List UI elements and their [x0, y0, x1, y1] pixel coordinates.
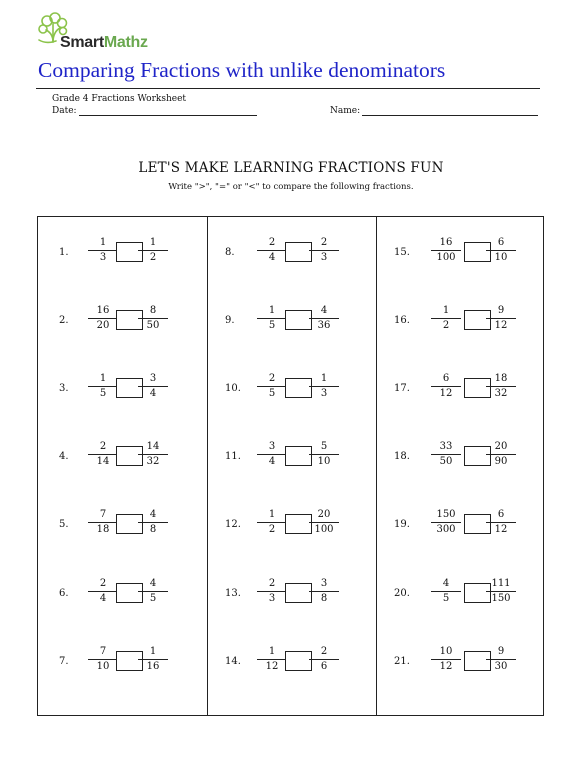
problem-column-3 [376, 217, 545, 715]
denominator: 90 [494, 456, 508, 467]
numerator: 4 [442, 578, 450, 589]
problem-number: 7. [59, 656, 69, 667]
name-line[interactable] [362, 106, 538, 116]
numerator: 1 [268, 305, 276, 316]
fraction-bar [138, 318, 168, 319]
fraction-right [486, 509, 516, 536]
worksheet-instruction: Write ">", "=" or "<" to compare the following fractions. [168, 182, 414, 192]
denominator: 12 [494, 524, 508, 535]
answer-box[interactable] [285, 651, 312, 671]
problem-number: 1. [59, 247, 69, 258]
fraction-bar [486, 522, 516, 523]
numerator: 6 [497, 237, 505, 248]
fraction-left [431, 237, 461, 264]
fraction-right [138, 578, 168, 605]
numerator: 1 [320, 373, 328, 384]
denominator: 18 [96, 524, 110, 535]
fraction-right [309, 441, 339, 468]
fraction-bar [88, 318, 118, 319]
fraction-bar [138, 250, 168, 251]
denominator: 5 [442, 593, 450, 604]
denominator: 100 [314, 524, 334, 535]
fraction-bar [257, 522, 287, 523]
denominator: 4 [268, 456, 276, 467]
numerator: 2 [268, 578, 276, 589]
fraction-left [257, 305, 287, 332]
problem-item [376, 642, 545, 682]
fraction-right [309, 646, 339, 673]
fraction-bar [486, 659, 516, 660]
numerator: 6 [442, 373, 450, 384]
problem-item [207, 505, 376, 545]
denominator: 3 [320, 388, 328, 399]
problem-number: 6. [59, 588, 69, 599]
problem-item [376, 233, 545, 273]
fraction-left [257, 373, 287, 400]
fraction-bar [431, 386, 461, 387]
problem-item [38, 437, 207, 477]
worksheet-label: Grade 4 Fractions Worksheet [52, 94, 187, 104]
fraction-bar [88, 659, 118, 660]
problem-item [376, 369, 545, 409]
title-divider [36, 88, 540, 89]
numerator: 6 [497, 509, 505, 520]
numerator: 2 [320, 646, 328, 657]
numerator: 1 [268, 646, 276, 657]
fraction-left [88, 646, 118, 673]
fraction-left [257, 578, 287, 605]
page-title: Comparing Fractions with unlike denominators [38, 58, 446, 82]
fraction-left [431, 509, 461, 536]
numerator: 9 [497, 646, 505, 657]
fraction-bar [88, 386, 118, 387]
fraction-bar [309, 659, 339, 660]
numerator: 111 [491, 578, 511, 589]
worksheet-heading: LET'S MAKE LEARNING FRACTIONS FUN [138, 160, 444, 176]
denominator: 2 [268, 524, 276, 535]
problem-item [38, 574, 207, 614]
problem-item [207, 233, 376, 273]
denominator: 150 [491, 593, 511, 604]
problem-item [376, 505, 545, 545]
denominator: 10 [96, 661, 110, 672]
denominator: 32 [146, 456, 160, 467]
problem-item [38, 369, 207, 409]
numerator: 33 [439, 441, 453, 452]
numerator: 1 [442, 305, 450, 316]
fraction-bar [431, 522, 461, 523]
problem-number: 20. [394, 588, 410, 599]
fraction-left [431, 646, 461, 673]
numerator: 4 [149, 509, 157, 520]
problem-number: 10. [225, 383, 241, 394]
numerator: 9 [497, 305, 505, 316]
numerator: 2 [99, 441, 107, 452]
numerator: 16 [439, 237, 453, 248]
brand-second: Mathz [103, 34, 148, 51]
denominator: 10 [317, 456, 331, 467]
fraction-bar [486, 454, 516, 455]
problem-item [207, 369, 376, 409]
fraction-right [138, 646, 168, 673]
fraction-left [257, 441, 287, 468]
fraction-right [309, 373, 339, 400]
fraction-right [486, 373, 516, 400]
problem-item [376, 301, 545, 341]
fraction-bar [309, 318, 339, 319]
numerator: 1 [149, 646, 157, 657]
denominator: 6 [320, 661, 328, 672]
fraction-right [486, 441, 516, 468]
fraction-bar [88, 522, 118, 523]
fraction-bar [431, 250, 461, 251]
fraction-left [88, 509, 118, 536]
problem-number: 8. [225, 247, 235, 258]
numerator: 5 [320, 441, 328, 452]
numerator: 1 [149, 237, 157, 248]
denominator: 36 [317, 320, 331, 331]
fraction-bar [88, 454, 118, 455]
problems-panel [37, 216, 544, 716]
fraction-left [88, 578, 118, 605]
problem-number: 2. [59, 315, 69, 326]
fraction-bar [138, 659, 168, 660]
fraction-bar [486, 318, 516, 319]
numerator: 1 [99, 237, 107, 248]
fraction-left [88, 237, 118, 264]
denominator: 12 [439, 388, 453, 399]
fraction-bar [138, 454, 168, 455]
numerator: 1 [268, 509, 276, 520]
problem-number: 18. [394, 451, 410, 462]
numerator: 20 [317, 509, 331, 520]
denominator: 3 [320, 252, 328, 263]
denominator: 5 [268, 388, 276, 399]
fraction-bar [486, 250, 516, 251]
fraction-right [486, 646, 516, 673]
date-field[interactable] [52, 106, 257, 116]
numerator: 16 [96, 305, 110, 316]
denominator: 8 [320, 593, 328, 604]
problem-number: 9. [225, 315, 235, 326]
numerator: 3 [149, 373, 157, 384]
problem-number: 11. [225, 451, 241, 462]
denominator: 2 [442, 320, 450, 331]
numerator: 150 [436, 509, 456, 520]
numerator: 4 [320, 305, 328, 316]
fraction-right [486, 305, 516, 332]
fraction-right [486, 237, 516, 264]
fraction-bar [486, 386, 516, 387]
problem-column-1 [38, 217, 207, 715]
fraction-left [431, 305, 461, 332]
problem-item [38, 233, 207, 273]
numerator: 20 [494, 441, 508, 452]
problem-number: 15. [394, 247, 410, 258]
numerator: 2 [99, 578, 107, 589]
denominator: 5 [149, 593, 157, 604]
answer-box[interactable] [285, 583, 312, 603]
fraction-right [138, 441, 168, 468]
problem-item [38, 301, 207, 341]
numerator: 18 [494, 373, 508, 384]
denominator: 32 [494, 388, 508, 399]
numerator: 10 [439, 646, 453, 657]
fraction-bar [486, 591, 516, 592]
fraction-bar [257, 386, 287, 387]
name-label: Name: [330, 106, 361, 116]
denominator: 8 [149, 524, 157, 535]
fraction-left [257, 646, 287, 673]
fraction-left [88, 441, 118, 468]
denominator: 12 [265, 661, 279, 672]
problem-item [38, 642, 207, 682]
fraction-bar [309, 522, 339, 523]
fraction-left [88, 305, 118, 332]
brand-first: Smart [60, 34, 104, 51]
denominator: 12 [494, 320, 508, 331]
fraction-right [138, 237, 168, 264]
answer-box[interactable] [285, 446, 312, 466]
numerator: 3 [320, 578, 328, 589]
fraction-left [431, 373, 461, 400]
answer-box[interactable] [285, 378, 312, 398]
problem-item [207, 301, 376, 341]
problem-number: 5. [59, 519, 69, 530]
denominator: 50 [146, 320, 160, 331]
denominator: 2 [149, 252, 157, 263]
numerator: 1 [99, 373, 107, 384]
fraction-bar [138, 591, 168, 592]
numerator: 2 [320, 237, 328, 248]
denominator: 3 [99, 252, 107, 263]
numerator: 14 [146, 441, 160, 452]
problem-number: 3. [59, 383, 69, 394]
fraction-right [138, 305, 168, 332]
fraction-bar [309, 591, 339, 592]
problem-number: 14. [225, 656, 241, 667]
denominator: 4 [268, 252, 276, 263]
numerator: 7 [99, 646, 107, 657]
fraction-bar [88, 591, 118, 592]
fraction-right [309, 305, 339, 332]
denominator: 4 [149, 388, 157, 399]
denominator: 100 [436, 252, 456, 263]
denominator: 10 [494, 252, 508, 263]
problem-item [376, 437, 545, 477]
fraction-right [309, 237, 339, 264]
numerator: 2 [268, 373, 276, 384]
problem-item [207, 574, 376, 614]
problem-column-2 [207, 217, 376, 715]
problem-number: 4. [59, 451, 69, 462]
fraction-bar [88, 250, 118, 251]
fraction-bar [257, 318, 287, 319]
fraction-bar [257, 250, 287, 251]
brand-wordmark [60, 34, 148, 52]
fraction-bar [257, 659, 287, 660]
denominator: 12 [439, 661, 453, 672]
numerator: 8 [149, 305, 157, 316]
numerator: 2 [268, 237, 276, 248]
denominator: 16 [146, 661, 160, 672]
fraction-right [309, 578, 339, 605]
name-field[interactable] [330, 106, 538, 116]
problem-item [376, 574, 545, 614]
fraction-left [257, 509, 287, 536]
fraction-bar [257, 454, 287, 455]
fraction-left [431, 578, 461, 605]
fraction-bar [431, 659, 461, 660]
numerator: 4 [149, 578, 157, 589]
date-line[interactable] [79, 106, 257, 116]
denominator: 300 [436, 524, 456, 535]
fraction-left [88, 373, 118, 400]
problem-item [207, 437, 376, 477]
answer-box[interactable] [285, 242, 312, 262]
denominator: 5 [268, 320, 276, 331]
answer-box[interactable] [285, 310, 312, 330]
fraction-left [431, 441, 461, 468]
fraction-bar [309, 454, 339, 455]
fraction-bar [257, 591, 287, 592]
fraction-bar [138, 522, 168, 523]
problem-number: 17. [394, 383, 410, 394]
problem-number: 19. [394, 519, 410, 530]
fraction-right [138, 509, 168, 536]
problem-item [38, 505, 207, 545]
problem-number: 12. [225, 519, 241, 530]
denominator: 4 [99, 593, 107, 604]
fraction-right [309, 509, 339, 536]
numerator: 7 [99, 509, 107, 520]
fraction-bar [309, 386, 339, 387]
denominator: 20 [96, 320, 110, 331]
smartmathz-logo [36, 10, 176, 54]
denominator: 50 [439, 456, 453, 467]
numerator: 3 [268, 441, 276, 452]
fraction-left [257, 237, 287, 264]
fraction-right [486, 578, 516, 605]
fraction-bar [138, 386, 168, 387]
problem-number: 16. [394, 315, 410, 326]
fraction-bar [431, 591, 461, 592]
denominator: 5 [99, 388, 107, 399]
answer-box[interactable] [285, 514, 312, 534]
fraction-bar [431, 318, 461, 319]
fraction-bar [431, 454, 461, 455]
denominator: 3 [268, 593, 276, 604]
problem-number: 13. [225, 588, 241, 599]
problem-number: 21. [394, 656, 410, 667]
denominator: 14 [96, 456, 110, 467]
date-label: Date: [52, 106, 77, 116]
denominator: 30 [494, 661, 508, 672]
fraction-bar [309, 250, 339, 251]
fraction-right [138, 373, 168, 400]
problem-item [207, 642, 376, 682]
